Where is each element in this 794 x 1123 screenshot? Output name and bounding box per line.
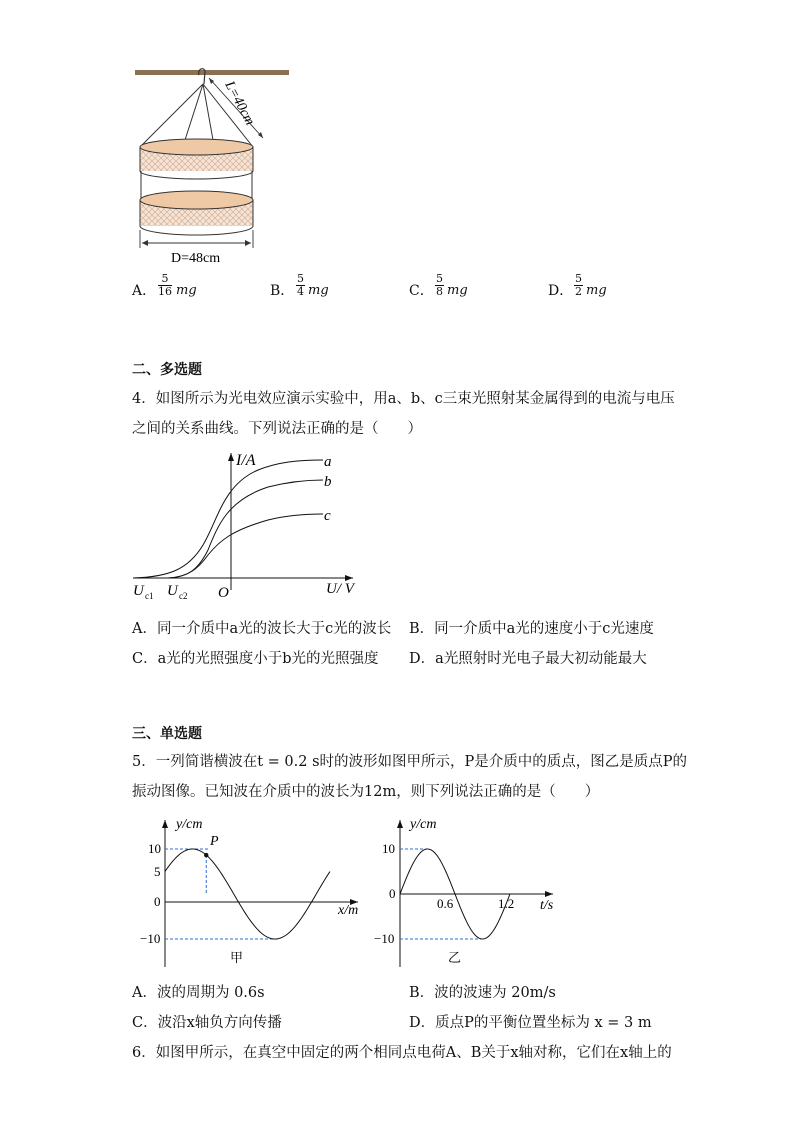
q3-option-a-unit: mg [176, 283, 197, 298]
jia-ytick-5: 5 [154, 864, 161, 879]
uc1-sub: c1 [145, 591, 154, 601]
bottom-disc [140, 191, 253, 209]
q4-iu-graph [128, 445, 368, 605]
q3-option-b: B． [270, 283, 295, 299]
x-axis-label: U/ V [326, 581, 354, 597]
point-p-label: P [210, 834, 219, 849]
section-title-multi: 二、多选题 [132, 362, 202, 378]
jia-ytick-neg10: −10 [140, 931, 161, 946]
top-disc [140, 139, 253, 155]
point-p [204, 853, 208, 857]
q3-option-b-frac: $\frac{5}{4}$ [297, 272, 304, 298]
q5-option-d: D．质点P的平衡位置坐标为 x = 3 m [409, 1015, 652, 1031]
q3-option-b-unit: mg [308, 283, 329, 298]
q5-option-a: A．波的周期为 0.6s [132, 985, 265, 1001]
jia-ytick-10: 10 [148, 841, 161, 856]
q5-stem-line2: 振动图像。已知波在介质中的波长为12m，则下列说法正确的是（ ） [132, 784, 600, 800]
yi-xtick-06: 0.6 [437, 896, 454, 911]
yi-ytick-neg10: −10 [374, 931, 395, 946]
q4-option-b: B．同一介质中a光的速度小于c光速度 [409, 621, 654, 637]
jia-ytick-0: 0 [154, 894, 161, 909]
curve-label-b: b [324, 474, 332, 490]
uc2-label: U [167, 583, 178, 599]
q3-option-d-frac: $\frac{5}{2}$ [575, 272, 582, 298]
curve-label-c: c [324, 508, 331, 524]
wave-curve-jia [165, 849, 330, 939]
q4-option-d: D．a光照射时光电子最大初动能最大 [409, 651, 647, 667]
q3-option-a-frac: $\frac{5}{16}$ [158, 272, 172, 298]
q3-option-c-frac: $\frac{5}{8}$ [436, 272, 443, 298]
uc2-sub: c2 [179, 591, 188, 601]
q3-option-c-unit: mg [447, 283, 468, 298]
origin-label: O [218, 585, 229, 601]
section-title-single: 三、单选题 [132, 726, 202, 742]
label-D: D=48cm [171, 251, 221, 266]
q5-option-c: C．波沿x轴负方向传播 [132, 1015, 282, 1031]
q6-stem-line1: 6．如图甲所示，在真空中固定的两个相同点电荷A、B关于x轴对称，它们在x轴上的 [132, 1045, 672, 1061]
yi-ytick-0: 0 [389, 886, 396, 901]
jia-title: 甲 [230, 950, 244, 965]
q5-chart-yi [370, 812, 570, 972]
q5-chart-jia [140, 812, 370, 972]
q4-option-a: A．同一介质中a光的波长大于c光的波长 [132, 621, 392, 637]
yi-ylabel: y/cm [410, 817, 437, 832]
q3-option-d: D． [548, 283, 574, 299]
curve-label-a: a [324, 454, 332, 470]
label-L: L=40cm [221, 78, 258, 128]
jia-ylabel: y/cm [176, 817, 203, 832]
ceiling-rod [135, 70, 289, 75]
q5-option-b: B．波的波速为 20m/s [409, 985, 556, 1001]
q3-option-d-unit: mg [586, 283, 607, 298]
curve-b [168, 480, 323, 578]
yi-ytick-10: 10 [382, 841, 395, 856]
yi-title: 乙 [448, 950, 462, 965]
curve-a [133, 460, 323, 578]
q5-stem-line1: 5．一列简谐横波在t = 0.2 s时的波形如图甲所示，P是介质中的质点，图乙是质点P的 [132, 754, 688, 770]
y-axis-label: I/A [236, 452, 256, 469]
q3-figure [125, 62, 325, 272]
yi-xtick-12: 1.2 [498, 896, 515, 911]
q4-stem-line1: 4．如图所示为光电效应演示实验中，用a、b、c三束光照射某金属得到的电流与电压 [132, 391, 675, 407]
uc1-label: U [133, 583, 144, 599]
q3-option-c: C． [409, 283, 434, 299]
yi-xlabel: t/s [540, 898, 554, 913]
curve-c [168, 514, 323, 578]
q4-option-c: C．a光的光照强度小于b光的光照强度 [132, 651, 379, 667]
q3-option-a: A． [132, 283, 157, 299]
jia-xlabel: x/m [338, 903, 359, 918]
q4-stem-line2: 之间的关系曲线。下列说法正确的是（ ） [132, 421, 422, 437]
